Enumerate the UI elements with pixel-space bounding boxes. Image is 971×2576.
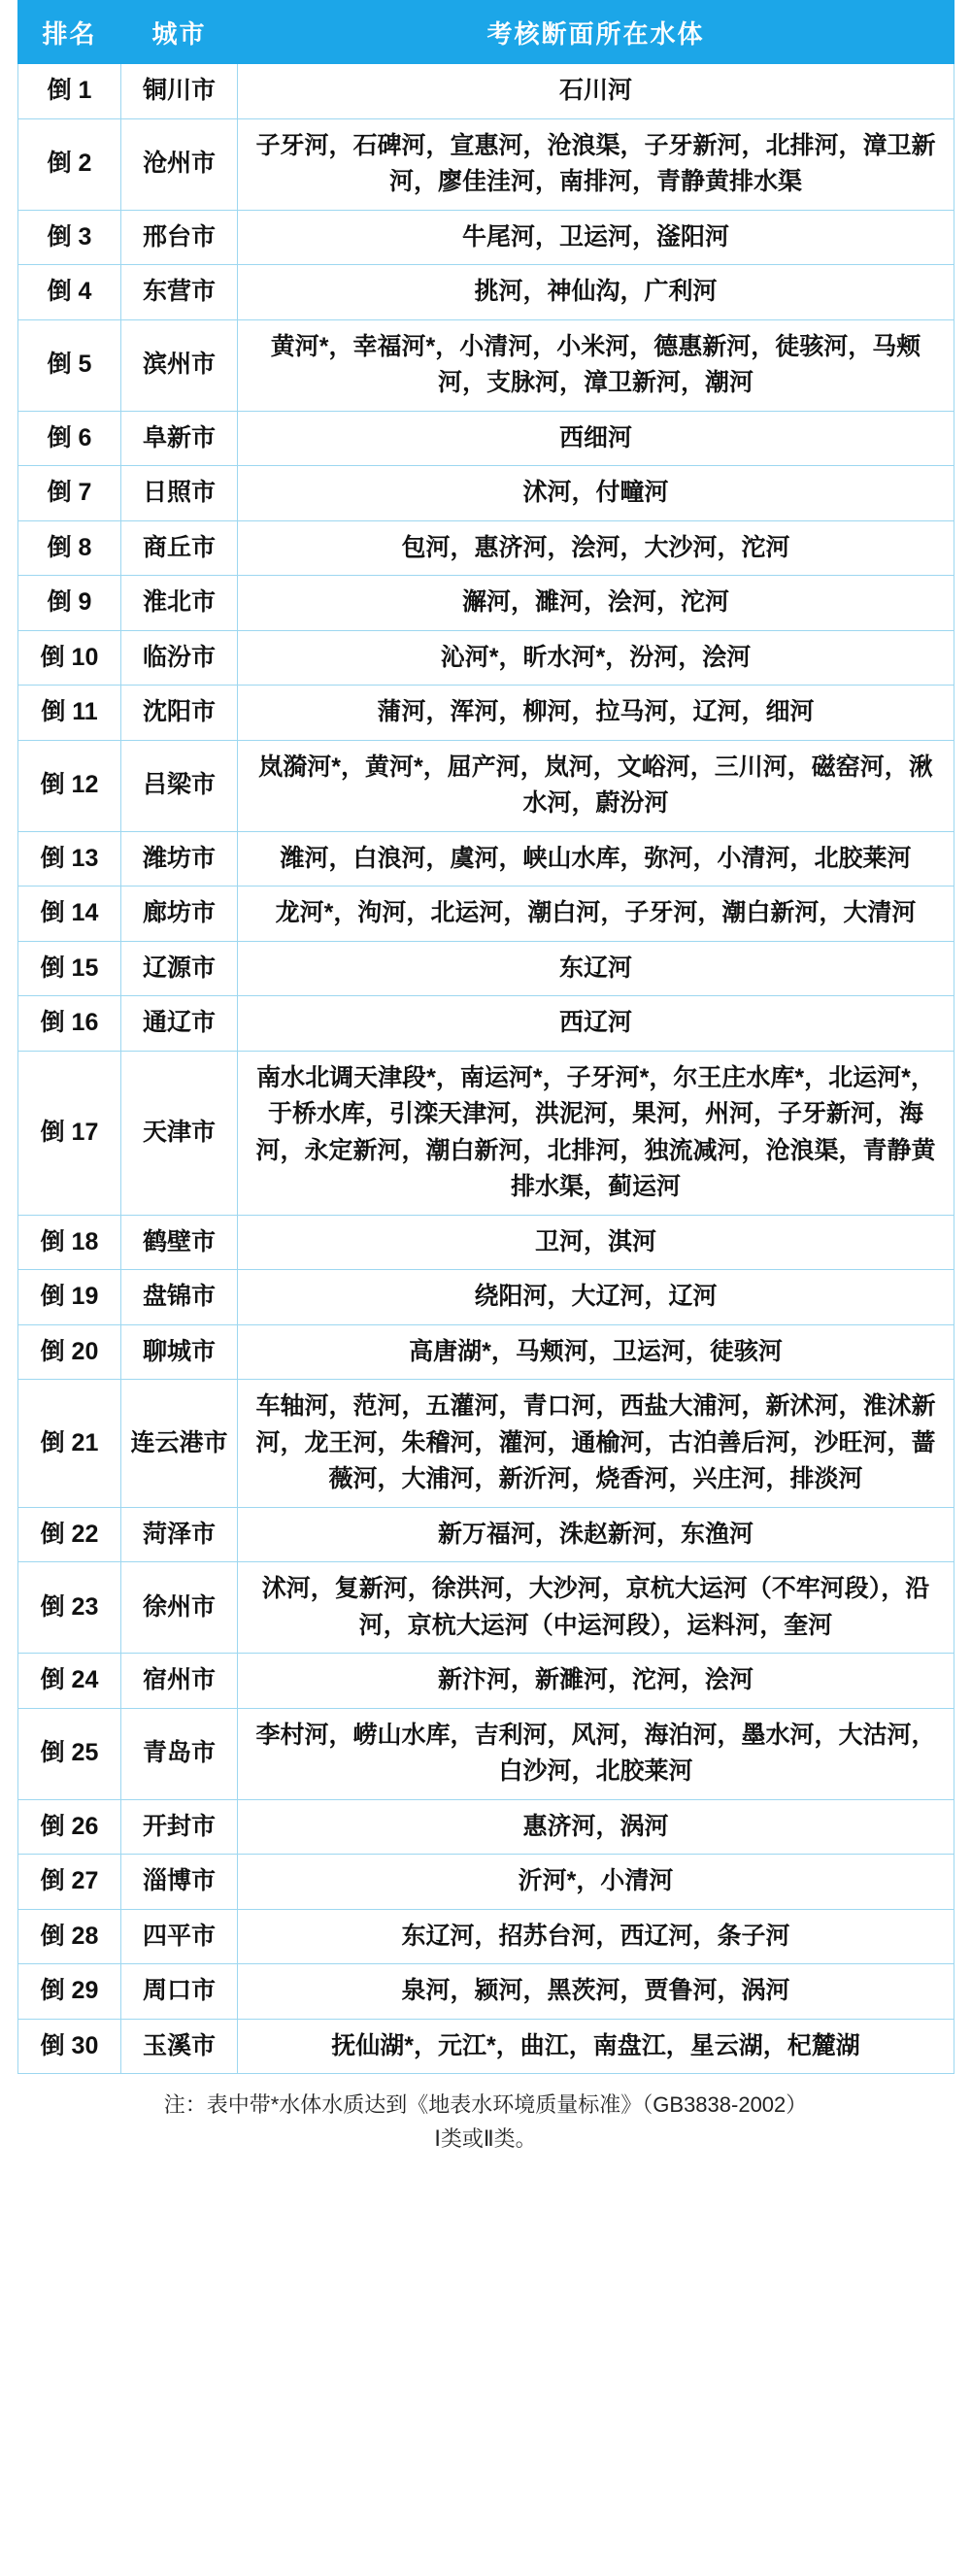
table-row bbox=[18, 576, 954, 631]
table-row bbox=[18, 64, 954, 119]
cell-water-body: 蒲河，浑河，柳河，拉马河，辽河，细河 bbox=[238, 686, 954, 741]
table-row bbox=[18, 887, 954, 942]
cell-city: 滨州市 bbox=[121, 319, 238, 411]
cell-water-body: 车轴河，范河，五灌河，青口河，西盐大浦河，新沭河，淮沭新河，龙王河，朱稽河，灌河，通榆河，古泊善后河，沙旺河，蔷薇河，大浦河，新沂河，烧香河，兴庄河，排淡河 bbox=[238, 1380, 954, 1508]
table-row bbox=[18, 831, 954, 887]
cell-rank: 倒 8 bbox=[18, 520, 121, 576]
table-row bbox=[18, 941, 954, 996]
cell-rank: 倒 7 bbox=[18, 466, 121, 521]
cell-rank: 倒 16 bbox=[18, 996, 121, 1052]
cell-city: 沧州市 bbox=[121, 118, 238, 210]
cell-rank: 倒 29 bbox=[18, 1964, 121, 2020]
cell-city: 通辽市 bbox=[121, 996, 238, 1052]
water-body-ranking-table bbox=[17, 0, 954, 2074]
table-row bbox=[18, 1964, 954, 2020]
cell-city: 徐州市 bbox=[121, 1562, 238, 1654]
cell-rank: 倒 4 bbox=[18, 265, 121, 320]
cell-rank: 倒 21 bbox=[18, 1380, 121, 1508]
table-note bbox=[17, 2088, 954, 2156]
cell-city: 青岛市 bbox=[121, 1708, 238, 1799]
cell-water-body: 挑河，神仙沟，广利河 bbox=[238, 265, 954, 320]
cell-city: 天津市 bbox=[121, 1051, 238, 1215]
cell-rank: 倒 26 bbox=[18, 1799, 121, 1855]
table-row bbox=[18, 1799, 954, 1855]
cell-water-body: 子牙河，石碑河，宣惠河，沧浪渠，子牙新河，北排河，漳卫新河，廖佳洼河，南排河，青静黄排水渠 bbox=[238, 118, 954, 210]
column-header-rank: 排名 bbox=[18, 1, 121, 64]
table-row bbox=[18, 466, 954, 521]
cell-water-body: 岚漪河*，黄河*，屈产河，岚河，文峪河，三川河，磁窑河，湫水河，蔚汾河 bbox=[238, 740, 954, 831]
cell-city: 聊城市 bbox=[121, 1324, 238, 1380]
table-row bbox=[18, 210, 954, 265]
cell-water-body: 李村河，崂山水库，吉利河，风河，海泊河，墨水河，大沽河，白沙河，北胶莱河 bbox=[238, 1708, 954, 1799]
cell-water-body: 东辽河，招苏台河，西辽河，条子河 bbox=[238, 1909, 954, 1964]
table-row bbox=[18, 520, 954, 576]
cell-water-body: 沂河*，小清河 bbox=[238, 1855, 954, 1910]
cell-rank: 倒 5 bbox=[18, 319, 121, 411]
table-row bbox=[18, 996, 954, 1052]
table-row bbox=[18, 1380, 954, 1508]
column-header-water-body: 考核断面所在水体 bbox=[238, 1, 954, 64]
cell-water-body: 澥河，濉河，浍河，沱河 bbox=[238, 576, 954, 631]
table-row bbox=[18, 1507, 954, 1562]
cell-rank: 倒 17 bbox=[18, 1051, 121, 1215]
cell-city: 鹤壁市 bbox=[121, 1215, 238, 1270]
cell-rank: 倒 15 bbox=[18, 941, 121, 996]
cell-water-body: 沁河*，昕水河*，汾河，浍河 bbox=[238, 630, 954, 686]
table-row bbox=[18, 411, 954, 466]
table-row bbox=[18, 265, 954, 320]
cell-rank: 倒 30 bbox=[18, 2019, 121, 2074]
cell-city: 东营市 bbox=[121, 265, 238, 320]
cell-water-body: 抚仙湖*，元江*，曲江，南盘江，星云湖，杞麓湖 bbox=[238, 2019, 954, 2074]
cell-city: 廊坊市 bbox=[121, 887, 238, 942]
cell-city: 宿州市 bbox=[121, 1654, 238, 1709]
cell-city: 阜新市 bbox=[121, 411, 238, 466]
cell-rank: 倒 27 bbox=[18, 1855, 121, 1910]
cell-rank: 倒 28 bbox=[18, 1909, 121, 1964]
cell-city: 淄博市 bbox=[121, 1855, 238, 1910]
cell-rank: 倒 13 bbox=[18, 831, 121, 887]
cell-rank: 倒 14 bbox=[18, 887, 121, 942]
table-body bbox=[18, 64, 954, 2074]
cell-city: 连云港市 bbox=[121, 1380, 238, 1508]
cell-city: 盘锦市 bbox=[121, 1270, 238, 1325]
cell-rank: 倒 11 bbox=[18, 686, 121, 741]
cell-city: 辽源市 bbox=[121, 941, 238, 996]
cell-water-body: 牛尾河，卫运河，滏阳河 bbox=[238, 210, 954, 265]
cell-water-body: 西辽河 bbox=[238, 996, 954, 1052]
cell-water-body: 绕阳河，大辽河，辽河 bbox=[238, 1270, 954, 1325]
cell-city: 沈阳市 bbox=[121, 686, 238, 741]
cell-city: 四平市 bbox=[121, 1909, 238, 1964]
table-row bbox=[18, 1708, 954, 1799]
cell-city: 铜川市 bbox=[121, 64, 238, 119]
table-row bbox=[18, 1270, 954, 1325]
note-line-2: Ⅰ类或Ⅱ类。 bbox=[434, 2126, 537, 2152]
cell-city: 潍坊市 bbox=[121, 831, 238, 887]
note-line-1: 注：表中带*水体水质达到《地表水环境质量标准》（GB3838-2002） bbox=[163, 2092, 808, 2117]
cell-city: 菏泽市 bbox=[121, 1507, 238, 1562]
cell-rank: 倒 23 bbox=[18, 1562, 121, 1654]
cell-rank: 倒 12 bbox=[18, 740, 121, 831]
cell-rank: 倒 9 bbox=[18, 576, 121, 631]
cell-water-body: 沭河，复新河，徐洪河，大沙河，京杭大运河（不牢河段），沿河，京杭大运河（中运河段），运料河，奎河 bbox=[238, 1562, 954, 1654]
table-row bbox=[18, 118, 954, 210]
cell-water-body: 新汴河，新濉河，沱河，浍河 bbox=[238, 1654, 954, 1709]
cell-water-body: 新万福河，洙赵新河，东渔河 bbox=[238, 1507, 954, 1562]
cell-water-body: 泉河，颍河，黑茨河，贾鲁河，涡河 bbox=[238, 1964, 954, 2020]
cell-rank: 倒 24 bbox=[18, 1654, 121, 1709]
cell-water-body: 卫河，淇河 bbox=[238, 1215, 954, 1270]
table-row bbox=[18, 319, 954, 411]
cell-rank: 倒 2 bbox=[18, 118, 121, 210]
cell-city: 邢台市 bbox=[121, 210, 238, 265]
table-row bbox=[18, 1654, 954, 1709]
cell-water-body: 高唐湖*，马颊河，卫运河，徒骇河 bbox=[238, 1324, 954, 1380]
cell-rank: 倒 20 bbox=[18, 1324, 121, 1380]
cell-city: 开封市 bbox=[121, 1799, 238, 1855]
cell-city: 吕梁市 bbox=[121, 740, 238, 831]
table-row bbox=[18, 1909, 954, 1964]
table-row bbox=[18, 1855, 954, 1910]
cell-rank: 倒 3 bbox=[18, 210, 121, 265]
cell-rank: 倒 6 bbox=[18, 411, 121, 466]
cell-water-body: 龙河*，泃河，北运河，潮白河，子牙河，潮白新河，大清河 bbox=[238, 887, 954, 942]
cell-city: 周口市 bbox=[121, 1964, 238, 2020]
table-row bbox=[18, 630, 954, 686]
cell-rank: 倒 25 bbox=[18, 1708, 121, 1799]
table-row bbox=[18, 1562, 954, 1654]
column-header-city: 城市 bbox=[121, 1, 238, 64]
table-row bbox=[18, 1051, 954, 1215]
cell-rank: 倒 10 bbox=[18, 630, 121, 686]
cell-water-body: 东辽河 bbox=[238, 941, 954, 996]
cell-water-body: 黄河*，幸福河*，小清河，小米河，德惠新河，徒骇河，马颊河，支脉河，漳卫新河，潮河 bbox=[238, 319, 954, 411]
cell-water-body: 包河，惠济河，浍河，大沙河，沱河 bbox=[238, 520, 954, 576]
table-row bbox=[18, 1324, 954, 1380]
cell-rank: 倒 19 bbox=[18, 1270, 121, 1325]
cell-water-body: 惠济河，涡河 bbox=[238, 1799, 954, 1855]
cell-water-body: 南水北调天津段*，南运河*，子牙河*，尔王庄水库*，北运河*，于桥水库，引滦天津河，洪泥河，果河，州河，子牙新河，海河，永定新河，潮白新河，北排河，独流减河，沧浪渠，青静黄排水渠，蓟运河 bbox=[238, 1051, 954, 1215]
cell-water-body: 潍河，白浪河，虞河，峡山水库，弥河，小清河，北胶莱河 bbox=[238, 831, 954, 887]
cell-city: 玉溪市 bbox=[121, 2019, 238, 2074]
cell-water-body: 西细河 bbox=[238, 411, 954, 466]
cell-rank: 倒 1 bbox=[18, 64, 121, 119]
table-header-row bbox=[18, 1, 954, 64]
table-row bbox=[18, 2019, 954, 2074]
cell-city: 商丘市 bbox=[121, 520, 238, 576]
cell-water-body: 沭河，付疃河 bbox=[238, 466, 954, 521]
cell-city: 日照市 bbox=[121, 466, 238, 521]
table-row bbox=[18, 1215, 954, 1270]
cell-water-body: 石川河 bbox=[238, 64, 954, 119]
table-header bbox=[18, 1, 954, 64]
cell-city: 临汾市 bbox=[121, 630, 238, 686]
cell-rank: 倒 18 bbox=[18, 1215, 121, 1270]
table-row bbox=[18, 686, 954, 741]
cell-city: 淮北市 bbox=[121, 576, 238, 631]
cell-rank: 倒 22 bbox=[18, 1507, 121, 1562]
table-row bbox=[18, 740, 954, 831]
